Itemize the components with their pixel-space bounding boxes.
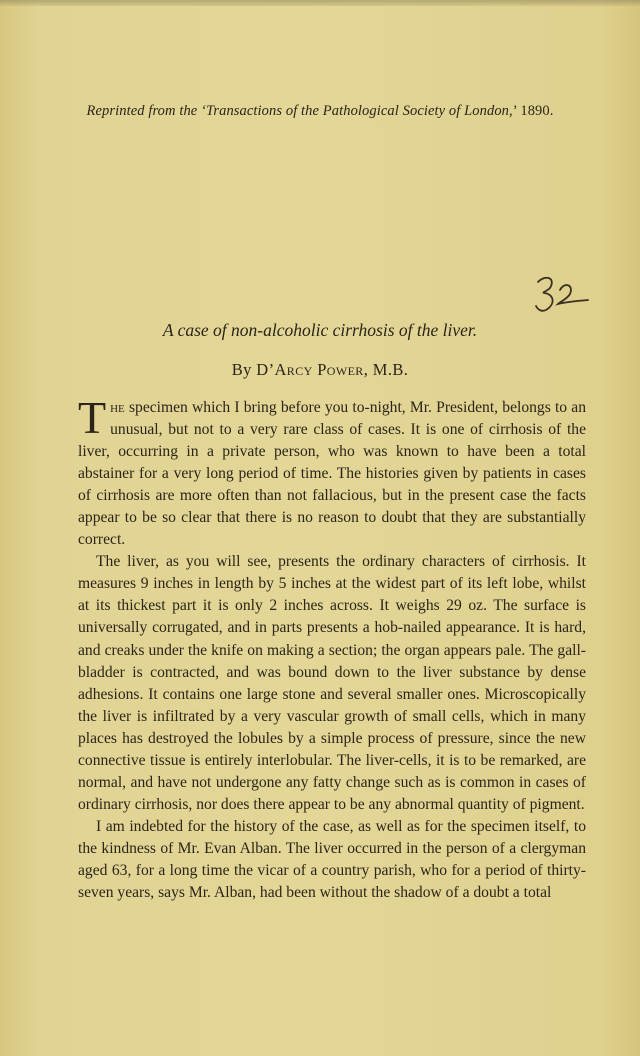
paragraph-2: The liver, as you will see, presents the ordinary characters of cirrhosis. It measures 9 inches in length by 5 inches at the widest part of its left lobe, whilst at its thickest part it is only 2 inches across. It weighs 29 oz. The surface is universally corrugated, and in parts presents a hob-nailed appearance. It is hard, and creaks under the knife on making a section; the organ appears pale. The gall-bladder is contracted, and was bound down to the liver substance by dense adhesions. It contains one large stone and several smaller ones. Microscopically the liver is infiltrated by a very vascular growth of small cells, which in many places has destroyed the lobules by a simple process of pressure, since the new connective tissue is entirely interlobular. The liver-cells, it is to be remarked, are normal, and have not undergone any fatty change such as is common in cases of ordinary cirrhosis, nor does there appear to be any abnormal quantity of pigment. — [78, 553, 586, 813]
reprint-journal: Transactions of the Pathological Society of London, — [205, 103, 513, 119]
reprint-header — [0, 103, 640, 120]
paragraph-1 — [78, 392, 586, 551]
reprint-suffix: ’ 1890. — [512, 103, 554, 119]
byline-prefix: By — [231, 360, 257, 379]
byline-suffix: , M.B. — [363, 360, 409, 379]
paragraph-3: I am indebted for the history of the case, as well as for the specimen itself, to the kindness of Mr. Evan Alban. The liver occurred in the person of a clergyman aged 63, for a long time the vicar of a country parish, who for a period of thirty-seven years, says Mr. Alban, had been without the shadow of a doubt a total — [78, 817, 586, 902]
drop-cap: T — [78, 392, 107, 443]
article-body — [78, 392, 586, 904]
article-byline — [0, 360, 640, 380]
author-name: D’Arcy Power — [256, 360, 364, 379]
article-title: A case of non-alcoholic cirrhosis of the liver. — [162, 320, 478, 340]
reprint-prefix: Reprinted from the ‘ — [86, 103, 206, 119]
page-top-edge — [0, 0, 640, 6]
handwritten-page-number — [532, 268, 592, 318]
paragraph-1-text: specimen which I bring before you to-night, Mr. President, belongs to an unusual, but not to a very rare class of cases. It is one of cirrhosis of the liver, occurring in a private person, who was known to have been a total abstainer for a very long period of time. The histories given by patients in cases of cirrhosis are more often than not fallacious, but in the present case the facts appear to be so clear that there is no reason to doubt that they are substantially correct. — [78, 399, 586, 549]
first-word-rest: he — [110, 399, 125, 416]
